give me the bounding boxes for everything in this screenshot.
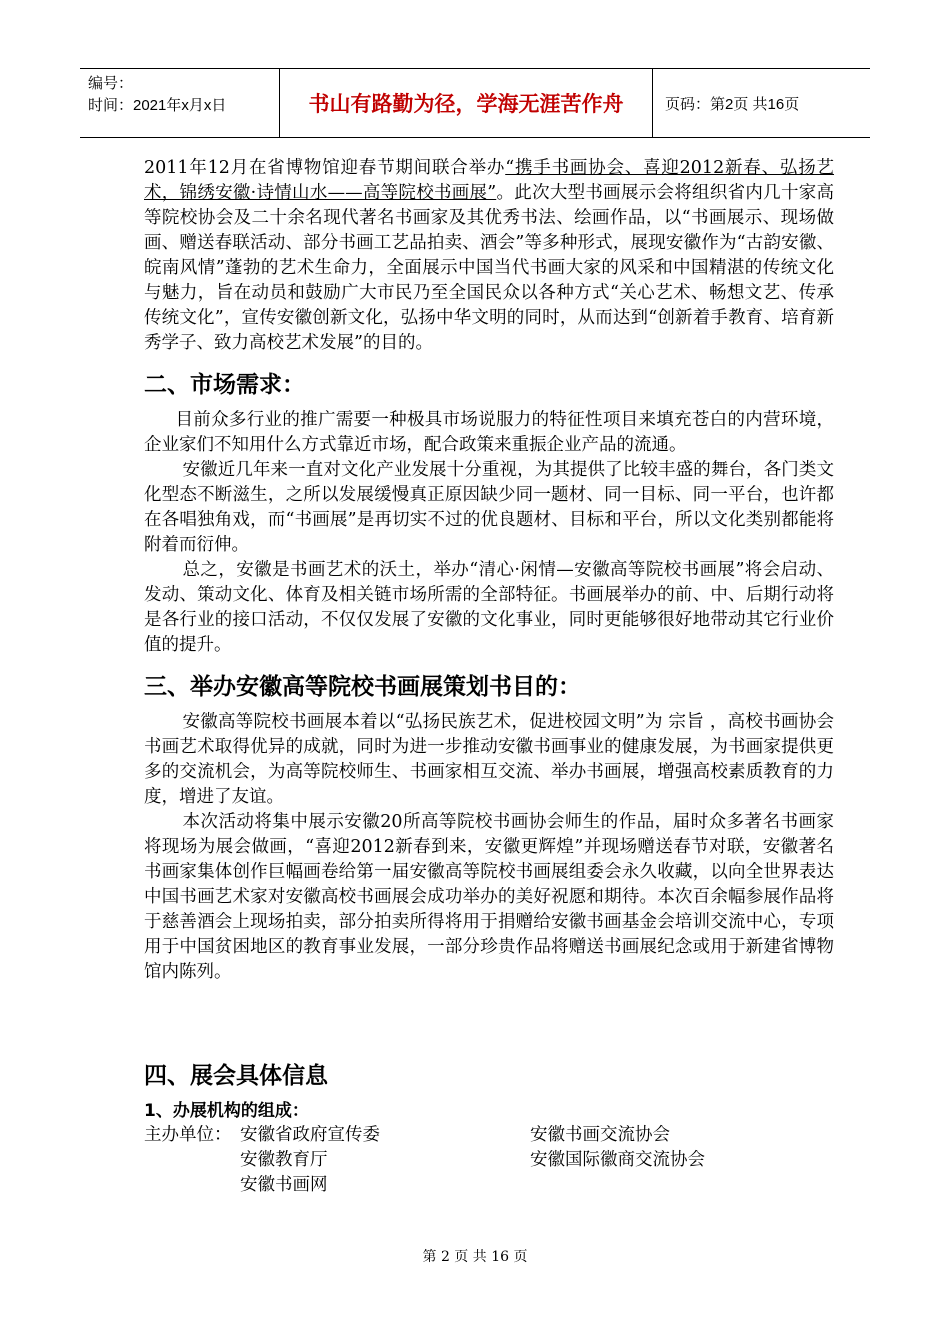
section2-title: 二、市场需求： — [144, 372, 305, 398]
section2-paragraph-1: 目前众多行业的推广需要一种极具市场说服力的特征性项目来填充苍白的内营环境，企业家们不知用什么方式靠近市场，配合政策来重振企业产品的流通。 — [144, 410, 834, 455]
host-item: 安徽国际徽商交流协会 — [530, 1150, 705, 1170]
host-item: 安徽教育厅 — [240, 1150, 328, 1170]
host-item: 安徽书画网 — [240, 1175, 328, 1195]
header-motto: 书山有路勤为径，学海无涯苦作舟 — [280, 69, 653, 137]
section4-subtitle: 1、办展机构的组成： — [144, 1101, 309, 1121]
section3-title: 三、举办安徽高等院校书画展策划书目的： — [144, 674, 581, 700]
header-meta — [80, 69, 280, 137]
host-item: 安徽省政府宣传委 — [240, 1125, 380, 1145]
page-header — [80, 68, 870, 138]
host-label: 主办单位： — [144, 1125, 232, 1145]
number-label: 编号： — [88, 75, 134, 92]
section3-paragraph-2: 本次活动将集中展示安徽20所高等院校书画协会师生的作品，届时众多著名书画家将现场为展会做画，“喜迎2012新春到来，安徽更辉煌”并现场赠送春节对联，安徽著名书画家集体创作巨幅画卷给第一届安徽高等院校书画展组委会永久收藏，以向全世界表达中国书画艺术家对安徽高校书画展会成功举办的美好祝愿和期待。本次百余幅参展作品将于慈善酒会上现场拍卖，部分拍卖所得将用于捐赠给安徽书画基金会培训交流中心，专项用于中国贫困地区的教育事业发展，一部分珍贵作品将赠送书画展纪念或用于新建省博物馆内陈列。 — [144, 812, 834, 982]
intro-paragraph — [144, 156, 834, 356]
date-label: 时间：2021年x月x日 — [88, 97, 227, 114]
page-footer: 第 2 页 共 16 页 — [422, 1249, 528, 1265]
document-body — [144, 156, 834, 1198]
intro-pre: 2011年12月在省博物馆迎春节期间联合举办 — [144, 158, 506, 178]
organizer-list — [144, 1123, 834, 1198]
section2-paragraph-2: 安徽近几年来一直对文化产业发展十分重视，为其提供了比较丰盛的舞台，各门类文化型态不断滋生，之所以发展缓慢真正原因缺少同一题材、同一目标、同一平台，也许都在各唱独角戏，而“书画展”是再切实不过的优良题材、目标和平台，所以文化类别都能将附着而衍伸。 — [144, 460, 834, 555]
intro-event-title: “携手书画协会、喜迎2012新春、弘扬艺术，锦绣安徽·诗情山水——高等院校书画展” — [144, 158, 835, 203]
section2-paragraph-3: 总之，安徽是书画艺术的沃土，举办“清心·闲情—安徽高等院校书画展”将会启动、发动、策动文化、体育及相关链市场所需的全部特征。书画展举办的前、中、后期行动将是各行业的接口活动，不仅仅发展了安徽的文化事业，同时更能够很好地带动其它行业价值的提升。 — [144, 560, 834, 655]
host-item: 安徽书画交流协会 — [530, 1125, 670, 1145]
section4-title: 四、展会具体信息 — [144, 1063, 328, 1089]
section3-paragraph-1: 安徽高等院校书画展本着以“弘扬民族艺术，促进校园文明”为 宗旨 ，高校书画协会书画艺术取得优异的成就，同时为进一步推动安徽书画事业的健康发展，为书画家提供更多的交流机会，为高等院校师生、书画家相互交流、举办书画展，增强高校素质教育的力度，增进了友谊。 — [144, 712, 834, 807]
header-page-label: 页码：第2页 共16页 — [665, 95, 800, 113]
intro-post: 。此次大型书画展示会将组织省内几十家高等院校协会及二十余名现代著名书画家及其优秀书法、绘画作品，以“书画展示、现场做画、赠送春联活动、部分书画工艺品拍卖、酒会”等多种形式，展现安徽作为“古韵安徽、皖南风情”蓬勃的艺术生命力，全面展示中国当代书画大家的风采和中国精湛的传统文化与魅力，旨在动员和鼓励广大市民乃至全国民众以各种方式“关心艺术、畅想文艺、传承传统文化”，宣传安徽创新文化，弘扬中华文明的同时，从而达到“创新着手教育、培育新秀学子、致力高校艺术发展”的目的。 — [144, 183, 834, 353]
